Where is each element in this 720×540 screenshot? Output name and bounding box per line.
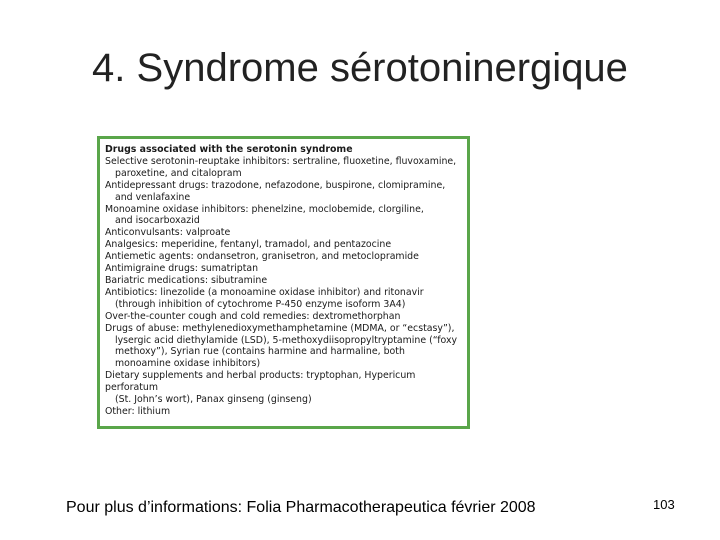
drug-list	[105, 156, 463, 418]
drug-list-item	[105, 323, 463, 371]
drug-list-item-text: Selective serotonin-reuptake inhibitors: sertraline, fluoxetine, fluvoxamine,	[105, 155, 457, 167]
drug-list-item-text: Dietary supplements and herbal products: tryptophan, Hypericum perforatum	[105, 370, 416, 394]
drug-list-item	[105, 263, 463, 275]
drug-list-item	[105, 311, 463, 323]
drug-list-item-text: Antidepressant drugs: trazodone, nefazodone, buspirone, clomipramine,	[105, 179, 446, 191]
drug-list-item-text: Monoamine oxidase inhibitors: phenelzine, moclobemide, clorgiline,	[105, 203, 424, 215]
table-heading: Drugs associated with the serotonin syndrome	[105, 144, 353, 155]
drug-list-item-continuation: (through inhibition of cytochrome P-450 enzyme isoform 3A4)	[115, 298, 406, 310]
drug-list-item	[105, 251, 463, 263]
drug-list-item-continuation: and venlafaxine	[115, 191, 191, 203]
drug-list-item-text: Over-the-counter cough and cold remedies: dextromethorphan	[105, 310, 401, 322]
drug-list-item-text: Drugs of abuse: methylenedioxymethamphetamine (MDMA, or “ecstasy”),	[105, 322, 455, 334]
footer-reference: Pour plus d’informations: Folia Pharmacotherapeutica février 2008	[66, 499, 536, 516]
drug-list-item	[105, 406, 463, 418]
drug-list-item	[105, 370, 463, 406]
drug-list-item-text: Other: lithium	[105, 405, 171, 417]
drug-list-item-continuation: and isocarboxazid	[115, 215, 200, 227]
drug-list-item	[105, 180, 463, 204]
drug-list-item	[105, 287, 463, 311]
drug-list-item	[105, 275, 463, 287]
drug-list-item-text: Antibiotics: linezolide (a monoamine oxidase inhibitor) and ritonavir	[105, 286, 424, 298]
drug-list-item-text: Anticonvulsants: valproate	[105, 227, 231, 239]
page-number: 103	[653, 497, 675, 512]
drug-list-item-continuation: methoxy”), Syrian rue (contains harmine and harmaline, both	[115, 346, 405, 358]
drug-table-image	[97, 136, 470, 429]
slide-title: 4. Syndrome sérotoninergique	[92, 46, 628, 90]
drug-list-item-text: Antimigraine drugs: sumatriptan	[105, 263, 259, 275]
drug-list-item	[105, 204, 463, 228]
drug-list-item-text: Bariatric medications: sibutramine	[105, 274, 268, 286]
drug-list-item-text: Analgesics: meperidine, fentanyl, tramadol, and pentazocine	[105, 239, 392, 251]
drug-list-item	[105, 227, 463, 239]
drug-list-item-text: Antiemetic agents: ondansetron, granisetron, and metoclopramide	[105, 251, 419, 263]
drug-list-item	[105, 156, 463, 180]
drug-list-item-continuation: (St. John’s wort), Panax ginseng (ginseng)	[115, 394, 312, 406]
drug-list-item-continuation: paroxetine, and citalopram	[115, 167, 242, 179]
drug-list-item	[105, 239, 463, 251]
drug-list-item-continuation: lysergic acid diethylamide (LSD), 5-methoxydiisopropyltryptamine (“foxy	[115, 334, 458, 346]
drug-list-item-continuation: monoamine oxidase inhibitors)	[115, 358, 261, 370]
